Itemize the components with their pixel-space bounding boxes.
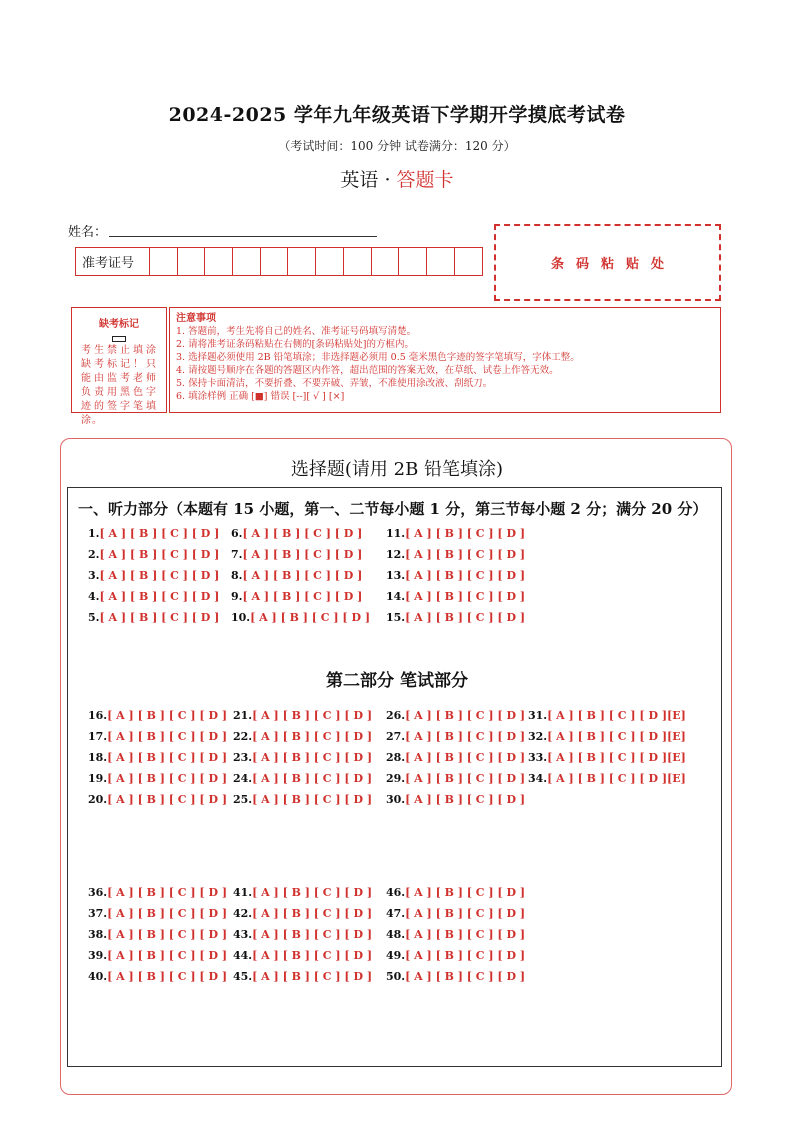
question-row[interactable] (233, 730, 372, 743)
question-row[interactable] (233, 886, 372, 899)
question-number: 44. (233, 949, 253, 962)
question-row[interactable] (386, 569, 525, 582)
question-number: 31. (528, 709, 548, 722)
ticket-cell[interactable] (261, 248, 289, 275)
notice-item: 5. 保持卡面清洁，不要折叠、不要弄破、弄皱，不准使用涂改液、刮纸刀。 (176, 378, 493, 389)
question-number: 20. (88, 793, 108, 806)
question-row[interactable] (231, 611, 370, 624)
answer-options[interactable]: [ A ] [ B ] [ C ] [ D ] (405, 928, 526, 941)
question-number: 1. (88, 527, 100, 540)
question-number: 14. (386, 590, 406, 603)
question-number: 30. (386, 793, 406, 806)
question-row[interactable] (233, 772, 372, 785)
question-number: 4. (88, 590, 100, 603)
absent-checkbox[interactable] (112, 336, 126, 342)
question-number: 41. (233, 886, 253, 899)
question-row[interactable] (88, 970, 227, 983)
question-row[interactable] (233, 793, 372, 806)
answer-options[interactable]: [ A ] [ B ] [ C ] [ D ] (99, 569, 220, 582)
answer-options[interactable]: [ A ] [ B ] [ C ] [ D ] (405, 611, 526, 624)
question-row[interactable] (88, 590, 219, 603)
question-number: 25. (233, 793, 253, 806)
answer-options[interactable]: [ A ] [ B ] [ C ] [ D ] (107, 709, 228, 722)
answer-options[interactable]: [ A ] [ B ] [ C ] [ D ] (405, 548, 526, 561)
answer-options[interactable]: [ A ] [ B ] [ C ] [ D ] (405, 949, 526, 962)
question-row[interactable] (88, 730, 227, 743)
answer-options[interactable]: [ A ] [ B ] [ C ] [ D ] (107, 928, 228, 941)
question-row[interactable] (386, 949, 525, 962)
question-number: 40. (88, 970, 108, 983)
answer-options[interactable]: [ A ] [ B ] [ C ] [ D ] (107, 970, 228, 983)
answer-options[interactable]: [ A ] [ B ] [ C ] [ D ] (405, 970, 526, 983)
name-input-line[interactable] (109, 236, 377, 237)
question-number: 10. (231, 611, 251, 624)
answer-options[interactable]: [ A ] [ B ] [ C ] [ D ] (405, 590, 526, 603)
ticket-label: 准考证号 (76, 248, 150, 275)
answer-options[interactable]: [ A ] [ B ] [ C ] [ D ] (252, 907, 373, 920)
answer-options[interactable]: [ A ] [ B ] [ C ] [ D ] (242, 590, 363, 603)
question-row[interactable] (528, 709, 686, 722)
card-name: 答题卡 (396, 169, 454, 191)
question-number: 17. (88, 730, 108, 743)
question-row[interactable] (233, 751, 372, 764)
question-number: 27. (386, 730, 406, 743)
ticket-cell[interactable] (427, 248, 455, 275)
question-row[interactable] (528, 751, 686, 764)
question-number: 32. (528, 730, 548, 743)
question-number: 34. (528, 772, 548, 785)
notice-item: 4. 请按题号顺序在各题的答题区内作答，超出范围的答案无效，在草纸、试卷上作答无效。 (176, 365, 559, 376)
ticket-cell[interactable] (205, 248, 233, 275)
listening-heading: 一、听力部分（本题有 15 小题，第一、二节每小题 1 分，第三节每小题 2 分；满分 20 分） (78, 500, 708, 518)
answer-options[interactable]: [ A ] [ B ] [ C ] [ D ] (242, 527, 363, 540)
name-label: 姓名： (68, 225, 108, 240)
notice-box (169, 307, 721, 413)
question-number: 8. (231, 569, 243, 582)
question-number: 45. (233, 970, 253, 983)
answer-options[interactable]: [ A ] [ B ] [ C ] [ D ] (405, 793, 526, 806)
question-number: 48. (386, 928, 406, 941)
question-number: 33. (528, 751, 548, 764)
question-number: 16. (88, 709, 108, 722)
question-row[interactable] (386, 527, 525, 540)
question-row[interactable] (233, 709, 372, 722)
question-row[interactable] (386, 928, 525, 941)
answer-options[interactable]: [ A ] [ B ] [ C ] [ D ] (107, 886, 228, 899)
answer-options[interactable]: [ A ] [ B ] [ C ] [ D ] (252, 886, 373, 899)
question-number: 47. (386, 907, 406, 920)
question-number: 19. (88, 772, 108, 785)
ticket-cell[interactable] (399, 248, 427, 275)
question-row[interactable] (88, 527, 219, 540)
question-number: 26. (386, 709, 406, 722)
question-number: 2. (88, 548, 100, 561)
question-number: 11. (386, 527, 406, 540)
question-number: 6. (231, 527, 243, 540)
question-number: 21. (233, 709, 253, 722)
question-row[interactable] (88, 751, 227, 764)
question-row[interactable] (88, 611, 219, 624)
answer-options[interactable]: [ A ] [ B ] [ C ] [ D ] (107, 793, 228, 806)
question-row[interactable] (386, 886, 525, 899)
question-row[interactable] (528, 772, 686, 785)
question-row[interactable] (233, 928, 372, 941)
answer-options[interactable]: [ A ] [ B ] [ C ] [ D ] (107, 949, 228, 962)
question-row[interactable] (88, 793, 227, 806)
question-row[interactable] (386, 548, 525, 561)
question-row[interactable] (231, 548, 362, 561)
barcode-label: 条码粘贴处 (550, 257, 676, 272)
answer-options[interactable]: [ A ] [ B ] [ C ] [ D ] (405, 886, 526, 899)
question-row[interactable] (386, 970, 525, 983)
question-row[interactable] (88, 569, 219, 582)
answer-options[interactable]: [ A ] [ B ] [ C ] [ D ] (405, 772, 526, 785)
answer-options[interactable]: [ A ] [ B ] [ C ] [ D ] (405, 730, 526, 743)
question-number: 42. (233, 907, 253, 920)
answer-options[interactable]: [ A ] [ B ] [ C ] [ D ] (252, 949, 373, 962)
ticket-cell[interactable] (150, 248, 178, 275)
question-row[interactable] (231, 569, 362, 582)
notice-item: 6. 填涂样例 正确 [■] 错误 [--][ √ ] [×] (176, 391, 345, 402)
notice-item: 2. 请将准考证条码粘贴在右侧的[条码粘贴处]的方框内。 (176, 339, 414, 350)
barcode-area (494, 224, 721, 301)
question-number: 15. (386, 611, 406, 624)
question-row[interactable] (88, 709, 227, 722)
exam-title: 2024-2025 学年九年级英语下学期开学摸底考试卷 (168, 104, 626, 126)
question-number: 5. (88, 611, 100, 624)
question-row[interactable] (386, 709, 525, 722)
question-number: 7. (231, 548, 243, 561)
ticket-cell[interactable] (372, 248, 400, 275)
question-number: 46. (386, 886, 406, 899)
card-title (0, 165, 794, 192)
question-row[interactable] (233, 970, 372, 983)
answer-options[interactable]: [ A ] [ B ] [ C ] [ D ] (405, 751, 526, 764)
ticket-cell[interactable] (344, 248, 372, 275)
answer-options[interactable]: [ A ] [ B ] [ C ] [ D ] (107, 730, 228, 743)
question-row[interactable] (88, 886, 227, 899)
absent-text: 考生禁止填涂缺考标记！只能由监考老师负责用黑色字迹的签字笔填涂。 (81, 345, 157, 426)
ticket-cell[interactable] (233, 248, 261, 275)
question-number: 28. (386, 751, 406, 764)
question-number: 49. (386, 949, 406, 962)
answer-options[interactable]: [ A ] [ B ] [ C ] [ D ][E] (547, 751, 686, 764)
notice-item: 1. 答题前，考生先将自己的姓名、准考证号码填写清楚。 (176, 326, 417, 337)
question-row[interactable] (231, 527, 362, 540)
answer-options[interactable]: [ A ] [ B ] [ C ] [ D ] (252, 928, 373, 941)
ticket-cell[interactable] (455, 248, 483, 275)
question-row[interactable] (88, 548, 219, 561)
answer-options[interactable]: [ A ] [ B ] [ C ] [ D ] (405, 569, 526, 582)
answer-options[interactable]: [ A ] [ B ] [ C ] [ D ] (252, 793, 373, 806)
question-number: 18. (88, 751, 108, 764)
answer-options[interactable]: [ A ] [ B ] [ C ] [ D ] (252, 751, 373, 764)
question-number: 36. (88, 886, 108, 899)
answer-options[interactable]: [ A ] [ B ] [ C ] [ D ] (250, 611, 371, 624)
absent-title: 缺考标记 (99, 319, 139, 330)
choice-title: 选择题(请用 2B 铅笔填涂) (290, 459, 504, 480)
question-number: 39. (88, 949, 108, 962)
question-number: 23. (233, 751, 253, 764)
question-row[interactable] (386, 907, 525, 920)
answer-options[interactable]: [ A ] [ B ] [ C ] [ D ] (252, 970, 373, 983)
question-number: 50. (386, 970, 406, 983)
question-number: 13. (386, 569, 406, 582)
question-row[interactable] (88, 907, 227, 920)
question-row[interactable] (233, 907, 372, 920)
question-number: 9. (231, 590, 243, 603)
question-number: 3. (88, 569, 100, 582)
answer-options[interactable]: [ A ] [ B ] [ C ] [ D ] (107, 751, 228, 764)
answer-options[interactable]: [ A ] [ B ] [ C ] [ D ] (405, 527, 526, 540)
written-heading: 第二部分 笔试部分 (326, 671, 468, 691)
ticket-number-grid (75, 247, 483, 276)
answer-options[interactable]: [ A ] [ B ] [ C ] [ D ] (405, 709, 526, 722)
notice-item: 3. 选择题必须使用 2B 铅笔填涂；非选择题必须用 0.5 毫米黑色字迹的签字笔填写，字体工整。 (176, 352, 580, 363)
answer-options[interactable]: [ A ] [ B ] [ C ] [ D ][E] (547, 709, 686, 722)
question-number: 22. (233, 730, 253, 743)
question-number: 12. (386, 548, 406, 561)
ticket-cell[interactable] (316, 248, 344, 275)
answer-options[interactable]: [ A ] [ B ] [ C ] [ D ] (242, 548, 363, 561)
question-number: 29. (386, 772, 406, 785)
answer-options[interactable]: [ A ] [ B ] [ C ] [ D ] (405, 907, 526, 920)
question-row[interactable] (528, 730, 686, 743)
answer-options[interactable]: [ A ] [ B ] [ C ] [ D ] (252, 709, 373, 722)
question-row[interactable] (386, 730, 525, 743)
answer-options[interactable]: [ A ] [ B ] [ C ] [ D ] (107, 772, 228, 785)
answer-options[interactable]: [ A ] [ B ] [ C ] [ D ] (252, 772, 373, 785)
answer-options[interactable]: [ A ] [ B ] [ C ] [ D ] (252, 730, 373, 743)
answer-options[interactable]: [ A ] [ B ] [ C ] [ D ] (107, 907, 228, 920)
answer-options[interactable]: [ A ] [ B ] [ C ] [ D ] (99, 548, 220, 561)
question-row[interactable] (386, 751, 525, 764)
question-row[interactable] (88, 772, 227, 785)
notice-title: 注意事项 (176, 313, 216, 324)
answer-options[interactable]: [ A ] [ B ] [ C ] [ D ] (99, 590, 220, 603)
answer-options[interactable]: [ A ] [ B ] [ C ] [ D ][E] (547, 730, 686, 743)
question-row[interactable] (233, 949, 372, 962)
ticket-cell[interactable] (178, 248, 206, 275)
question-row[interactable] (386, 590, 525, 603)
question-row[interactable] (386, 793, 525, 806)
question-row[interactable] (386, 611, 525, 624)
question-row[interactable] (88, 928, 227, 941)
question-number: 38. (88, 928, 108, 941)
question-number: 37. (88, 907, 108, 920)
question-number: 24. (233, 772, 253, 785)
answer-options[interactable]: [ A ] [ B ] [ C ] [ D ][E] (547, 772, 686, 785)
answer-options[interactable]: [ A ] [ B ] [ C ] [ D ] (242, 569, 363, 582)
question-number: 43. (233, 928, 253, 941)
answer-options[interactable]: [ A ] [ B ] [ C ] [ D ] (99, 611, 220, 624)
question-row[interactable] (88, 949, 227, 962)
question-row[interactable] (231, 590, 362, 603)
card-subject: 英语 · (340, 169, 397, 191)
answer-options[interactable]: [ A ] [ B ] [ C ] [ D ] (99, 527, 220, 540)
absent-mark-box (71, 307, 167, 426)
exam-subtitle: （考试时间：100 分钟 试卷满分：120 分） (278, 139, 516, 153)
ticket-cell[interactable] (288, 248, 316, 275)
question-row[interactable] (386, 772, 525, 785)
